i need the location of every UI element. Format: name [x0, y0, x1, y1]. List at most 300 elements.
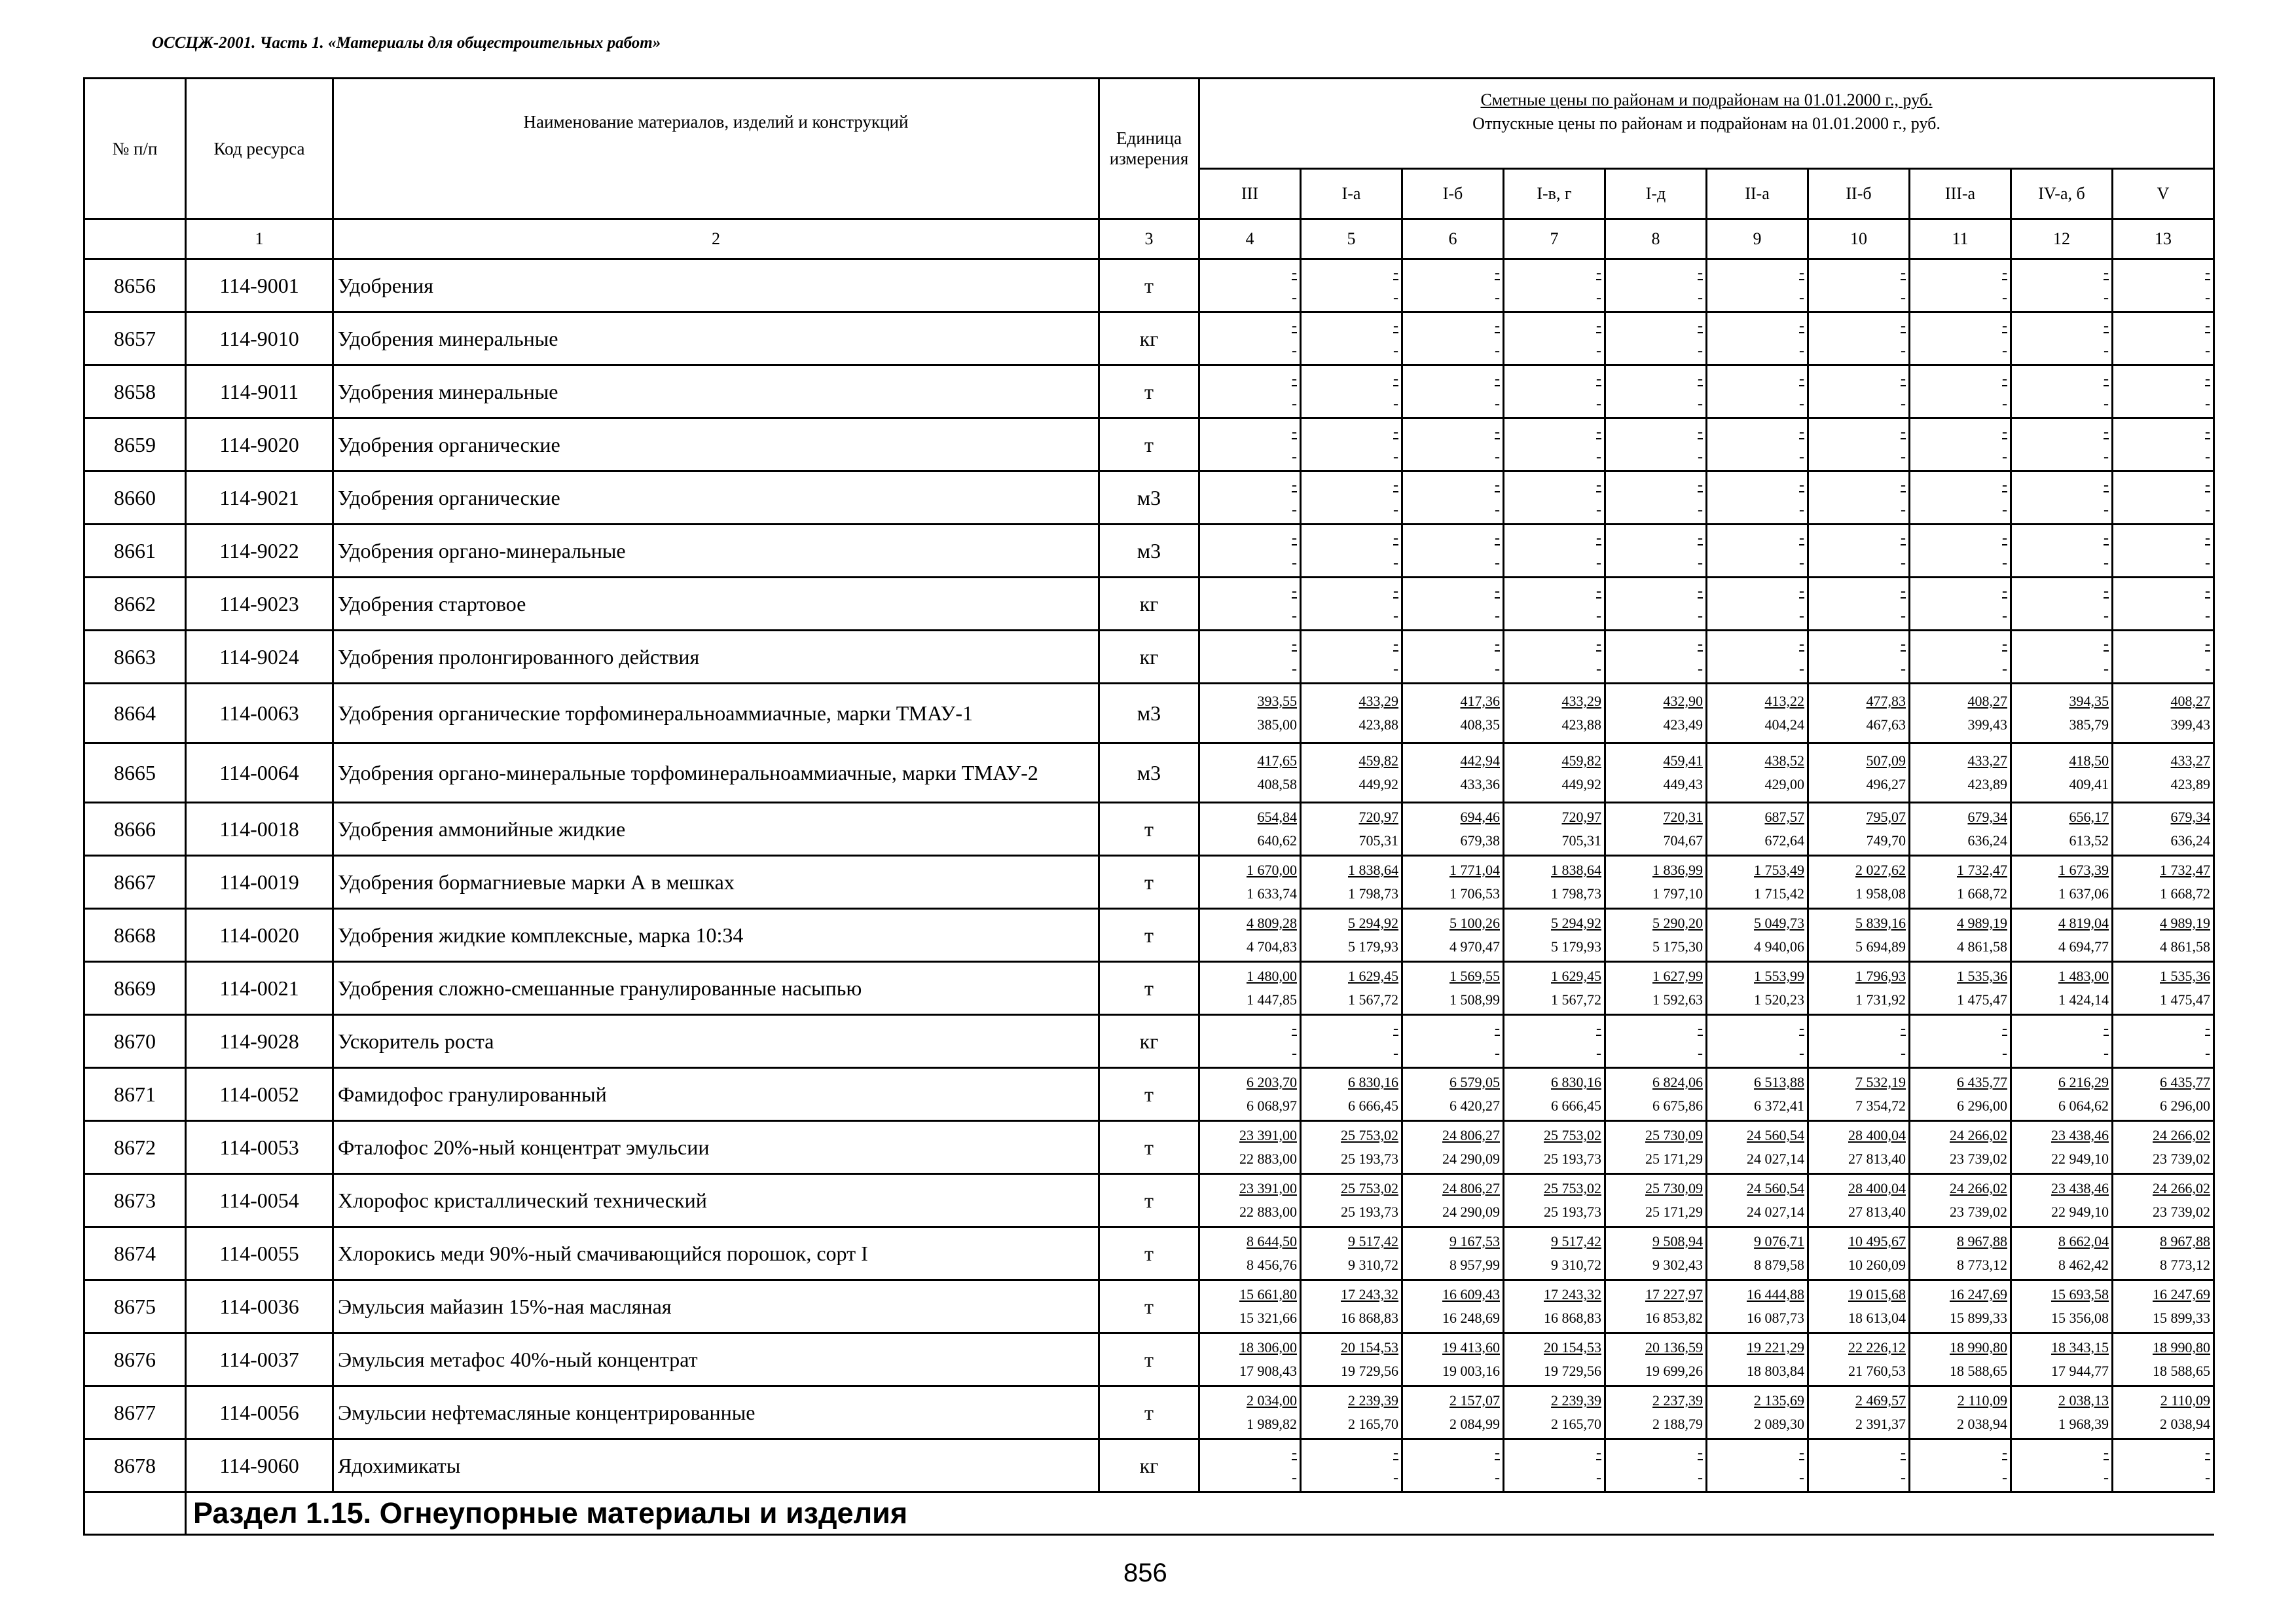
release-price: 18 613,04 [1848, 1310, 1906, 1326]
column-number: 7 [1504, 219, 1605, 259]
row-number: 8669 [84, 962, 186, 1015]
release-price: - [1292, 661, 1297, 678]
price-cell [1707, 1439, 1808, 1492]
estimate-price: 5 049,73 [1754, 915, 1804, 931]
price-cell [1199, 1068, 1301, 1121]
release-price: - [2002, 289, 2007, 306]
row-number: 8664 [84, 684, 186, 743]
release-price: 2 084,99 [1449, 1416, 1500, 1432]
estimate-price: - [2104, 371, 2109, 388]
release-price: - [2104, 396, 2109, 413]
header-region: I-б [1402, 169, 1504, 219]
price-cell [1707, 1068, 1808, 1121]
price-cell [1199, 578, 1301, 631]
release-price: 496,27 [1866, 776, 1906, 792]
estimate-price: - [1799, 530, 1804, 547]
estimate-price: - [1901, 1020, 1906, 1037]
release-price: 1 475,47 [2160, 991, 2211, 1008]
release-price: 640,62 [1257, 832, 1297, 849]
estimate-price: 459,41 [1663, 752, 1703, 769]
price-cell [1707, 365, 1808, 418]
column-number: 5 [1301, 219, 1402, 259]
release-price: 2 391,37 [1855, 1416, 1906, 1432]
release-price: 10 260,09 [1848, 1257, 1906, 1273]
table-row [84, 1227, 2214, 1280]
estimate-price: 9 517,42 [1348, 1233, 1398, 1249]
release-price: - [1596, 342, 1601, 360]
estimate-price: 1 838,64 [1348, 862, 1398, 878]
release-price: - [1393, 608, 1398, 625]
price-cell [1707, 525, 1808, 578]
estimate-price: - [2002, 318, 2007, 335]
table-row [84, 909, 2214, 962]
release-price: - [1698, 289, 1703, 306]
price-cell [1707, 471, 1808, 525]
release-price: 433,36 [1460, 776, 1500, 792]
release-price: 429,00 [1764, 776, 1804, 792]
release-price: 9 302,43 [1652, 1257, 1703, 1273]
material-name: Удобрения стартовое [333, 578, 1099, 631]
price-cell [1199, 1439, 1301, 1492]
estimate-price: - [2205, 371, 2211, 388]
estimate-price: 5 290,20 [1652, 915, 1703, 931]
price-cell [1605, 1386, 1707, 1439]
release-price: 423,49 [1663, 716, 1703, 733]
price-cell [1910, 418, 2011, 471]
price-cell [1910, 856, 2011, 909]
release-price: 8 773,12 [1957, 1257, 2007, 1273]
unit-of-measure: т [1099, 803, 1199, 856]
estimate-price: 10 495,67 [1848, 1233, 1906, 1249]
release-price: - [1698, 1045, 1703, 1062]
estimate-price: 23 438,46 [2051, 1127, 2109, 1143]
estimate-price: - [1698, 1445, 1703, 1462]
release-price: - [2104, 555, 2109, 572]
release-price: - [1799, 1469, 1804, 1486]
release-price: 404,24 [1764, 716, 1804, 733]
price-cell [1402, 1068, 1504, 1121]
release-price: - [1698, 502, 1703, 519]
header-region: I-а [1301, 169, 1402, 219]
estimate-price: 16 444,88 [1747, 1286, 1804, 1302]
release-price: - [1698, 608, 1703, 625]
release-price: 2 165,70 [1551, 1416, 1601, 1432]
estimate-price: 5 294,92 [1551, 915, 1601, 931]
price-cell [1910, 578, 2011, 631]
release-price: 1 668,72 [2160, 885, 2211, 902]
estimate-price: - [1596, 636, 1601, 653]
price-cell [1707, 1386, 1808, 1439]
price-cell [1707, 909, 1808, 962]
estimate-price: 19 015,68 [1848, 1286, 1906, 1302]
release-price: 6 666,45 [1348, 1098, 1398, 1114]
resource-code: 114-0064 [186, 743, 333, 803]
unit-of-measure: т [1099, 1280, 1199, 1333]
estimate-price: 24 806,27 [1442, 1127, 1500, 1143]
price-cell [1808, 1439, 1910, 1492]
estimate-price: 24 266,02 [1950, 1127, 2007, 1143]
header-price-group [1199, 79, 2214, 169]
release-price: 8 957,99 [1449, 1257, 1500, 1273]
price-cell [2011, 1121, 2113, 1174]
price-cell [1808, 631, 1910, 684]
header-region: V [2113, 169, 2214, 219]
price-cell [1504, 1439, 1605, 1492]
release-price: - [2205, 342, 2211, 360]
price-cell [1808, 962, 1910, 1015]
price-cell [1707, 312, 1808, 365]
estimate-price: - [1495, 318, 1500, 335]
price-cell [1910, 312, 2011, 365]
estimate-price: - [1292, 424, 1297, 441]
estimate-price: - [1292, 477, 1297, 494]
material-name: Удобрения органо-минеральные [333, 525, 1099, 578]
price-cell [1605, 1174, 1707, 1227]
header-price-group-line2: Отпускные цены по районам и подрайонам на 01.01.2000 г., руб. [1472, 114, 1941, 133]
estimate-price: - [1596, 1445, 1601, 1462]
estimate-price: 507,09 [1866, 752, 1906, 769]
section-blank-cell [84, 1492, 186, 1535]
price-cell [1301, 578, 1402, 631]
estimate-price: - [1393, 318, 1398, 335]
estimate-price: - [1698, 424, 1703, 441]
price-cell [1301, 312, 1402, 365]
price-cell [1707, 1121, 1808, 1174]
estimate-price: - [1393, 477, 1398, 494]
estimate-price: 720,97 [1358, 809, 1398, 825]
release-price: - [1596, 502, 1601, 519]
header-region: I-в, г [1504, 169, 1605, 219]
price-cell [2113, 631, 2214, 684]
release-price: - [1698, 396, 1703, 413]
material-name: Эмульсия метафос 40%-ный концентрат [333, 1333, 1099, 1386]
material-name: Удобрения органо-минеральные торфоминеральноаммиачные, марки ТМАУ-2 [333, 743, 1099, 803]
table-row [84, 1068, 2214, 1121]
table-row [84, 1386, 2214, 1439]
release-price: 16 868,83 [1544, 1310, 1601, 1326]
estimate-price: - [1292, 583, 1297, 600]
estimate-price: 23 391,00 [1239, 1180, 1297, 1196]
release-price: 4 694,77 [2058, 938, 2109, 955]
release-price: - [1495, 449, 1500, 466]
release-price: 1 668,72 [1957, 885, 2007, 902]
price-cell [1605, 1280, 1707, 1333]
release-price: 8 773,12 [2160, 1257, 2211, 1273]
estimate-price: 2 034,00 [1247, 1392, 1297, 1409]
estimate-price: 18 306,00 [1239, 1339, 1297, 1356]
release-price: - [1292, 1469, 1297, 1486]
price-cell [1402, 909, 1504, 962]
price-cell [1707, 578, 1808, 631]
row-number: 8663 [84, 631, 186, 684]
estimate-price: - [1901, 1445, 1906, 1462]
estimate-price: - [1799, 1020, 1804, 1037]
resource-code: 114-0063 [186, 684, 333, 743]
release-price: 4 861,58 [2160, 938, 2211, 955]
release-price: - [1901, 555, 1906, 572]
release-price: - [1799, 502, 1804, 519]
price-cell [1707, 1015, 1808, 1068]
estimate-price: 24 266,02 [2153, 1180, 2211, 1196]
estimate-price: - [2205, 1445, 2211, 1462]
estimate-price: 1 673,39 [2058, 862, 2109, 878]
release-price: - [2205, 502, 2211, 519]
estimate-price: - [1393, 530, 1398, 547]
estimate-price: - [2205, 1020, 2211, 1037]
price-cell [1808, 856, 1910, 909]
release-price: - [1596, 449, 1601, 466]
estimate-price: - [1596, 1020, 1601, 1037]
release-price: 22 883,00 [1239, 1204, 1297, 1220]
row-number: 8672 [84, 1121, 186, 1174]
price-cell [1910, 1280, 2011, 1333]
price-cell [2011, 1439, 2113, 1492]
price-cell [1808, 909, 1910, 962]
estimate-price: 5 294,92 [1348, 915, 1398, 931]
estimate-price: - [1901, 265, 1906, 282]
estimate-price: - [2104, 265, 2109, 282]
material-name: Эмульсии нефтемасляные концентрированные [333, 1386, 1099, 1439]
row-number: 8674 [84, 1227, 186, 1280]
column-number: 10 [1808, 219, 1910, 259]
header-region: III-а [1910, 169, 2011, 219]
release-price: 22 883,00 [1239, 1151, 1297, 1167]
price-cell [1910, 1227, 2011, 1280]
estimate-price: - [2104, 318, 2109, 335]
release-price: 17 944,77 [2051, 1363, 2109, 1379]
release-price: 423,88 [1561, 716, 1601, 733]
release-price: - [2205, 608, 2211, 625]
header-unit: Единица измерения [1099, 79, 1199, 219]
estimate-price: - [1596, 424, 1601, 441]
table-row [84, 743, 2214, 803]
release-price: 25 171,29 [1645, 1151, 1703, 1167]
release-price: - [1292, 289, 1297, 306]
estimate-price: 23 438,46 [2051, 1180, 2109, 1196]
estimate-price: - [2104, 530, 2109, 547]
price-cell [1402, 1386, 1504, 1439]
resource-code: 114-0037 [186, 1333, 333, 1386]
estimate-price: 25 753,02 [1341, 1127, 1398, 1143]
row-number: 8670 [84, 1015, 186, 1068]
release-price: - [1495, 502, 1500, 519]
material-name: Удобрения [333, 259, 1099, 312]
price-cell [1808, 525, 1910, 578]
table-row [84, 684, 2214, 743]
estimate-price: - [2205, 424, 2211, 441]
resource-code: 114-9021 [186, 471, 333, 525]
release-price: - [2002, 396, 2007, 413]
price-cell [2113, 1386, 2214, 1439]
price-cell [2011, 1386, 2113, 1439]
price-cell [1402, 1121, 1504, 1174]
row-number: 8666 [84, 803, 186, 856]
price-cell [1402, 365, 1504, 418]
estimate-price: - [1901, 530, 1906, 547]
release-price: - [2205, 289, 2211, 306]
estimate-price: 9 167,53 [1449, 1233, 1500, 1249]
table-row [84, 259, 2214, 312]
price-cell [1301, 1068, 1402, 1121]
price-cell [1199, 525, 1301, 578]
estimate-price: 1 483,00 [2058, 968, 2109, 984]
price-cell [1504, 1121, 1605, 1174]
estimate-price: - [2002, 583, 2007, 600]
price-cell [1707, 684, 1808, 743]
price-cell [1605, 909, 1707, 962]
estimate-price: - [2002, 1020, 2007, 1037]
price-cell [1605, 803, 1707, 856]
resource-code: 114-9020 [186, 418, 333, 471]
price-cell [2011, 909, 2113, 962]
estimate-price: 2 239,39 [1551, 1392, 1601, 1409]
price-cell [2113, 578, 2214, 631]
price-cell [2011, 1280, 2113, 1333]
release-price: - [1901, 342, 1906, 360]
release-price: 705,31 [1561, 832, 1601, 849]
release-price: - [1292, 608, 1297, 625]
release-price: - [2104, 608, 2109, 625]
release-price: - [1393, 1469, 1398, 1486]
estimate-price: 6 216,29 [2058, 1074, 2109, 1090]
price-cell [2113, 1333, 2214, 1386]
release-price: 23 739,02 [2153, 1204, 2211, 1220]
estimate-price: - [1292, 318, 1297, 335]
estimate-price: 19 413,60 [1442, 1339, 1500, 1356]
price-cell [1199, 684, 1301, 743]
price-cell [1808, 471, 1910, 525]
price-cell [2113, 856, 2214, 909]
release-price: 409,41 [2069, 776, 2109, 792]
price-cell [1199, 1333, 1301, 1386]
release-price: - [2104, 1469, 2109, 1486]
release-price: - [1799, 608, 1804, 625]
row-number: 8661 [84, 525, 186, 578]
release-price: 6 666,45 [1551, 1098, 1601, 1114]
release-price: 21 760,53 [1848, 1363, 1906, 1379]
estimate-price: - [1698, 530, 1703, 547]
price-cell [1402, 471, 1504, 525]
price-cell [1301, 962, 1402, 1015]
release-price: - [1799, 555, 1804, 572]
estimate-price: 1 627,99 [1652, 968, 1703, 984]
release-price: 4 970,47 [1449, 938, 1500, 955]
resource-code: 114-9011 [186, 365, 333, 418]
estimate-price: 8 662,04 [2058, 1233, 2109, 1249]
release-price: 672,64 [1764, 832, 1804, 849]
release-price: 2 038,94 [1957, 1416, 2007, 1432]
estimate-price: - [1799, 583, 1804, 600]
release-price: 449,43 [1663, 776, 1703, 792]
estimate-price: - [1393, 583, 1398, 600]
release-price: - [2002, 449, 2007, 466]
unit-of-measure: т [1099, 1386, 1199, 1439]
column-number: 2 [333, 219, 1099, 259]
estimate-price: 18 990,80 [1950, 1339, 2007, 1356]
estimate-price: 408,27 [1967, 693, 2007, 709]
estimate-price: 5 100,26 [1449, 915, 1500, 931]
release-price: - [1596, 1469, 1601, 1486]
column-number: 4 [1199, 219, 1301, 259]
release-price: 1 797,10 [1652, 885, 1703, 902]
material-name: Хлорофос кристаллический технический [333, 1174, 1099, 1227]
estimate-price: 393,55 [1257, 693, 1297, 709]
price-cell [1910, 1121, 2011, 1174]
estimate-price: 8 967,88 [2160, 1233, 2211, 1249]
unit-of-measure: т [1099, 1333, 1199, 1386]
price-cell [2113, 1015, 2214, 1068]
estimate-price: 20 154,53 [1341, 1339, 1398, 1356]
price-cell [1808, 365, 1910, 418]
price-cell [1808, 803, 1910, 856]
release-price: 5 179,93 [1348, 938, 1398, 955]
price-cell [1301, 471, 1402, 525]
estimate-price: 1 836,99 [1652, 862, 1703, 878]
price-cell [2011, 418, 2113, 471]
material-name: Фталофос 20%-ный концентрат эмульсии [333, 1121, 1099, 1174]
price-cell [1301, 684, 1402, 743]
estimate-price: 9 517,42 [1551, 1233, 1601, 1249]
release-price: 4 704,83 [1247, 938, 1297, 955]
release-price: 1 968,39 [2058, 1416, 2109, 1432]
release-price: 679,38 [1460, 832, 1500, 849]
release-price: - [2205, 1045, 2211, 1062]
table-row [84, 962, 2214, 1015]
column-number: 12 [2011, 219, 2113, 259]
price-cell [2011, 259, 2113, 312]
estimate-price: 795,07 [1866, 809, 1906, 825]
price-cell [1199, 1386, 1301, 1439]
estimate-price: - [2104, 1020, 2109, 1037]
estimate-price: 17 227,97 [1645, 1286, 1703, 1302]
release-price: 24 290,09 [1442, 1204, 1500, 1220]
price-cell [1402, 1015, 1504, 1068]
price-cell [1808, 1068, 1910, 1121]
price-cell [2011, 365, 2113, 418]
price-cell [1301, 1439, 1402, 1492]
price-cell [1707, 1227, 1808, 1280]
table-row [84, 1121, 2214, 1174]
price-cell [1605, 962, 1707, 1015]
price-cell [2011, 1068, 2113, 1121]
price-cell [1504, 365, 1605, 418]
estimate-price: 477,83 [1866, 693, 1906, 709]
release-price: 8 879,58 [1754, 1257, 1804, 1273]
price-cell [1605, 856, 1707, 909]
estimate-price: 1 771,04 [1449, 862, 1500, 878]
estimate-price: 459,82 [1358, 752, 1398, 769]
price-cell [2113, 312, 2214, 365]
release-price: - [2002, 502, 2007, 519]
table-row [84, 312, 2214, 365]
estimate-price: 442,94 [1460, 752, 1500, 769]
estimate-price: - [1596, 477, 1601, 494]
release-price: - [1495, 608, 1500, 625]
release-price: 6 296,00 [2160, 1098, 2211, 1114]
release-price: 19 729,56 [1341, 1363, 1398, 1379]
release-price: 1 731,92 [1855, 991, 1906, 1008]
estimate-price: - [1799, 371, 1804, 388]
table-row [84, 1280, 2214, 1333]
price-cell [1402, 312, 1504, 365]
release-price: 6 372,41 [1754, 1098, 1804, 1114]
release-price: 7 354,72 [1855, 1098, 1906, 1114]
price-cell [1301, 365, 1402, 418]
resource-code: 114-0056 [186, 1386, 333, 1439]
material-name: Удобрения сложно-смешанные гранулированные насыпью [333, 962, 1099, 1015]
price-cell [1199, 1280, 1301, 1333]
release-price: 6 296,00 [1957, 1098, 2007, 1114]
